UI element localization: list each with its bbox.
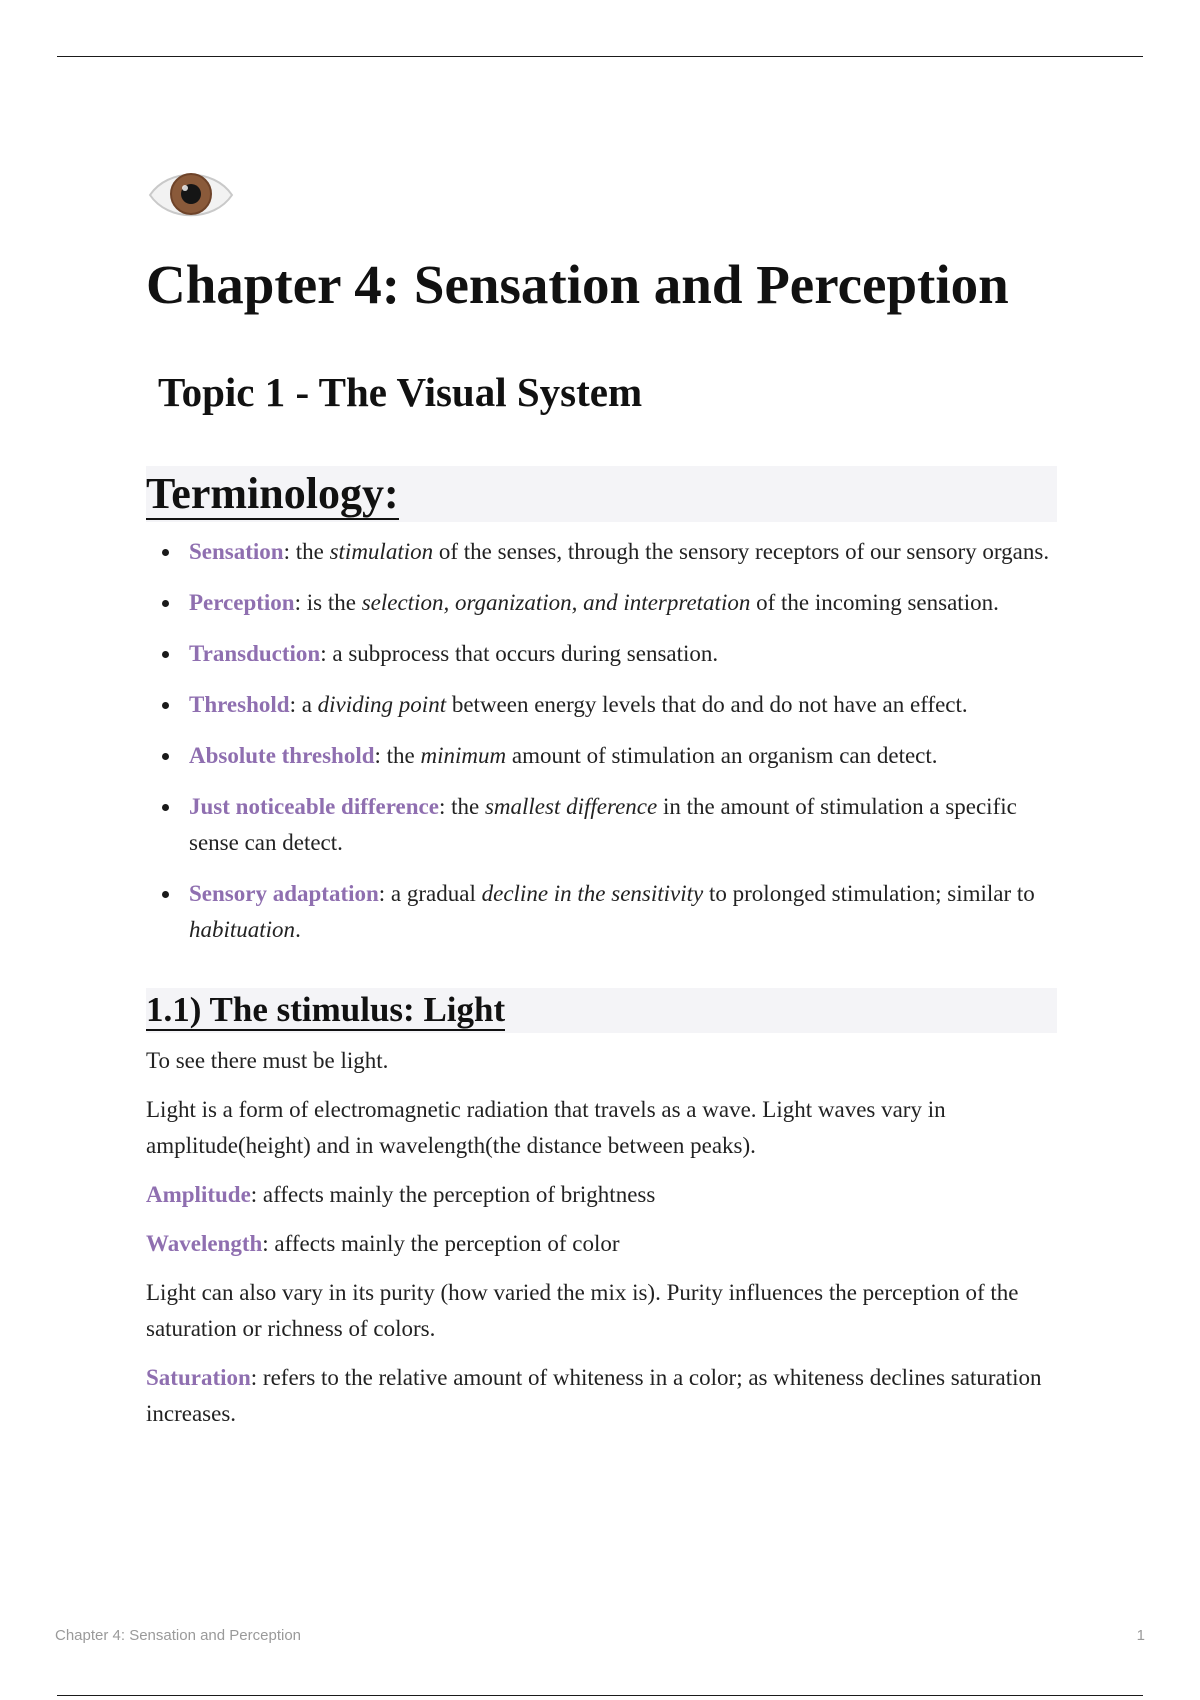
amplitude-paragraph: [146, 1177, 1057, 1213]
definition-text: : the: [283, 539, 330, 564]
definition-text: to prolonged stimulation; similar to: [703, 881, 1035, 906]
list-item: [146, 687, 1057, 723]
terminology-section-band: [146, 466, 1057, 522]
bullet-icon: [162, 600, 169, 607]
wave-paragraph: Light is a form of electromagnetic radiation that travels as a wave. Light waves vary in amplitude(height) and in wavelength(the distance between peaks).: [146, 1097, 946, 1158]
stimulus-body: [146, 1043, 1057, 1432]
terminology-list: [146, 534, 1057, 948]
bottom-rule: [57, 1695, 1143, 1696]
definition-text: : affects mainly the perception of brightness: [250, 1182, 656, 1207]
definition-emphasis: stimulation: [329, 539, 434, 564]
definition-text: : a gradual: [378, 881, 482, 906]
definition-emphasis: smallest difference: [484, 794, 658, 819]
list-item: [146, 876, 1057, 948]
list-item: [146, 585, 1057, 621]
wavelength-paragraph: [146, 1226, 1057, 1262]
bullet-icon: [162, 891, 169, 898]
list-item: [146, 534, 1057, 570]
list-item: [146, 636, 1057, 672]
stimulus-heading: 1.1) The stimulus: Light: [146, 990, 506, 1029]
definition-text: : a: [289, 692, 318, 717]
term-label: Saturation: [146, 1365, 251, 1390]
definition-text: : affects mainly the perception of color: [262, 1231, 620, 1256]
bullet-icon: [162, 651, 169, 658]
term-label: Just noticeable difference: [189, 794, 439, 819]
footer-page-number: 1: [1136, 1627, 1145, 1644]
terminology-heading: Terminology:: [146, 466, 399, 520]
list-item: [146, 789, 1057, 861]
definition-text: between energy levels that do and do not have an effect.: [446, 692, 968, 717]
page-content: [146, 160, 1057, 1445]
term-label: Perception: [189, 590, 295, 615]
bullet-icon: [162, 804, 169, 811]
definition-emphasis: minimum: [420, 743, 507, 768]
list-item: [146, 738, 1057, 774]
term-label: Amplitude: [146, 1182, 251, 1207]
definition-emphasis: dividing point: [317, 692, 447, 717]
definition-text: : the: [438, 794, 485, 819]
term-label: Sensory adaptation: [189, 881, 379, 906]
term-label: Absolute threshold: [189, 743, 375, 768]
bullet-icon: [162, 549, 169, 556]
purity-paragraph: Light can also vary in its purity (how varied the mix is). Purity influences the perception of the saturation or richness of colors.: [146, 1280, 1019, 1341]
definition-emphasis: selection, organization, and interpretation: [361, 590, 751, 615]
bullet-icon: [162, 753, 169, 760]
definition-text: .: [295, 917, 301, 942]
term-label: Sensation: [189, 539, 284, 564]
definition-text: : is the: [294, 590, 362, 615]
stimulus-intro: To see there must be light.: [146, 1048, 389, 1073]
eye-icon: [146, 160, 236, 230]
definition-emphasis: habituation: [189, 917, 296, 942]
definition-text: in the amount of stimulation a specific sense can detect.: [189, 794, 1017, 855]
term-label: Wavelength: [146, 1231, 263, 1256]
saturation-paragraph: [146, 1360, 1057, 1432]
bullet-icon: [162, 702, 169, 709]
definition-text: amount of stimulation an organism can detect.: [506, 743, 938, 768]
stimulus-section-band: [146, 988, 1057, 1033]
definition-text: : refers to the relative amount of whiteness in a color; as whiteness declines saturation increases.: [146, 1365, 1042, 1426]
definition-text: : the: [374, 743, 421, 768]
top-rule: [57, 56, 1143, 57]
definition-text: : a subprocess that occurs during sensation.: [320, 641, 719, 666]
definition-text: of the incoming sensation.: [750, 590, 999, 615]
topic-heading: Topic 1 - The Visual System: [158, 369, 643, 415]
footer-title: Chapter 4: Sensation and Perception: [55, 1627, 301, 1644]
term-label: Threshold: [189, 692, 290, 717]
definition-text: of the senses, through the sensory receptors of our sensory organs.: [433, 539, 1050, 564]
definition-emphasis: decline in the sensitivity: [481, 881, 704, 906]
term-label: Transduction: [189, 641, 321, 666]
page-title: Chapter 4: Sensation and Perception: [146, 254, 1009, 315]
